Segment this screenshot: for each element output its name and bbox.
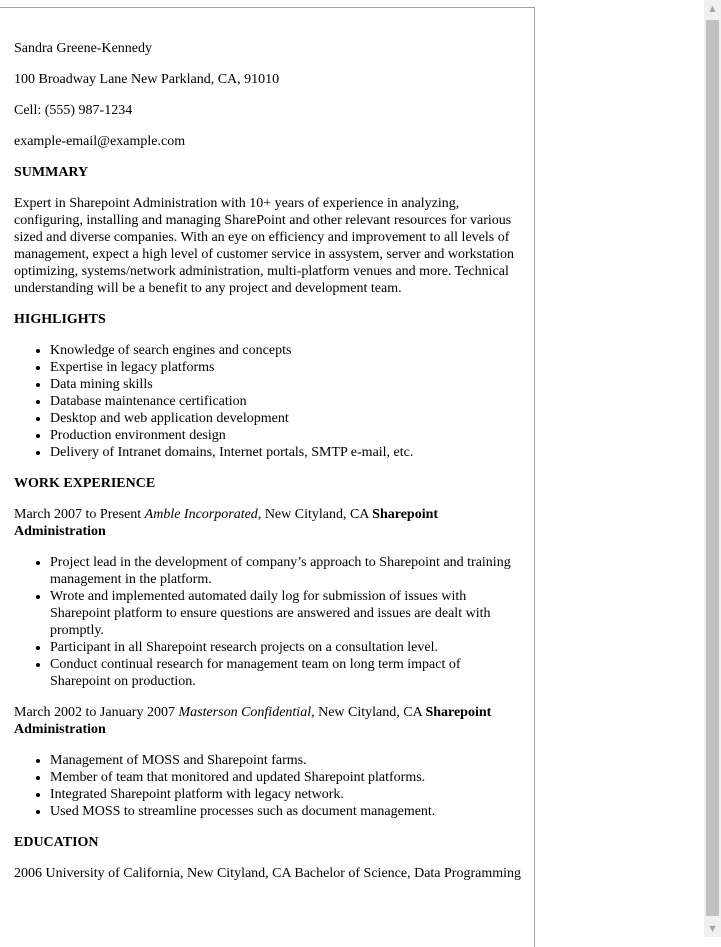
list-item: • Production environment design — [50, 427, 522, 444]
list-item: • Data mining skills — [50, 376, 522, 393]
list-item: • Project lead in the development of company’s approach to Sharepoint and training management in the platform. — [50, 554, 522, 588]
job-company: Amble Incorporated — [144, 507, 258, 522]
list-item: • Desktop and web application development — [50, 410, 522, 427]
resume-document — [0, 7, 535, 947]
contact-name: Sandra Greene-Kennedy — [14, 41, 152, 56]
job-header — [14, 506, 522, 540]
list-item: • Member of team that monitored and updated Sharepoint platforms. — [50, 769, 522, 786]
scroll-up-icon[interactable]: ▲ — [709, 4, 716, 13]
list-item: • Database maintenance certification — [50, 393, 522, 410]
education-heading: EDUCATION — [14, 835, 99, 850]
highlights-heading: HIGHLIGHTS — [14, 312, 106, 327]
job-header — [14, 704, 522, 738]
job-title: Sharepoint Administration — [14, 507, 439, 539]
summary-heading: SUMMARY — [14, 165, 89, 180]
experience-heading: WORK EXPERIENCE — [14, 476, 156, 491]
list-item: • Management of MOSS and Sharepoint farms. — [50, 752, 522, 769]
highlights-list — [14, 342, 522, 461]
job-bullets — [14, 554, 522, 690]
scroll-down-icon[interactable]: ▼ — [709, 924, 716, 933]
list-item: • Expertise in legacy platforms — [50, 359, 522, 376]
list-item: • Delivery of Intranet domains, Internet portals, SMTP e-mail, etc. — [50, 444, 522, 461]
job-location: , New Cityland, CA — [311, 705, 422, 720]
list-item: • Knowledge of search engines and concepts — [50, 342, 522, 359]
contact-address: 100 Broadway Lane New Parkland, CA, 91010 — [14, 72, 280, 87]
education-text: 2006 University of California, New Cityland, CA Bachelor of Science, Data Programming — [14, 866, 522, 881]
list-item: • Wrote and implemented automated daily log for submission of issues with Sharepoint platform to ensure questions are answered and issues are dealt with promptly. — [50, 588, 522, 639]
list-item: • Participant in all Sharepoint research projects on a consultation level. — [50, 639, 522, 656]
job-company: Masterson Confidential — [178, 705, 312, 720]
job-location: , New Cityland, CA — [257, 507, 369, 522]
job-title: Sharepoint Administration — [14, 705, 492, 737]
summary-text: Expert in Sharepoint Administration with 10+ years of experience in analyzing, configuring, installing and managing SharePoint and other relevant resources for various sized and diverse companies. With an eye on efficiency and improvement to all levels of management, expect a high level of customer service in assystem, server and workstation optimizing, systems/network administration, multi-platform venues and more. Technical understanding will be a benefit to any project and development team. — [14, 196, 514, 296]
list-item: • Integrated Sharepoint platform with legacy network. — [50, 786, 522, 803]
job-dates: March 2002 to January 2007 — [14, 705, 175, 720]
contact-phone: Cell: (555) 987-1234 — [14, 103, 133, 118]
contact-email: example-email@example.com — [14, 134, 186, 149]
list-item: • Conduct continual research for management team on long term impact of Sharepoint on production. — [50, 656, 522, 690]
job-dates: March 2007 to Present — [14, 507, 142, 522]
vertical-scrollbar[interactable] — [704, 0, 721, 937]
job-bullets — [14, 752, 522, 820]
list-item: • Used MOSS to streamline processes such as document management. — [50, 803, 522, 820]
scrollbar-thumb[interactable] — [706, 20, 719, 916]
